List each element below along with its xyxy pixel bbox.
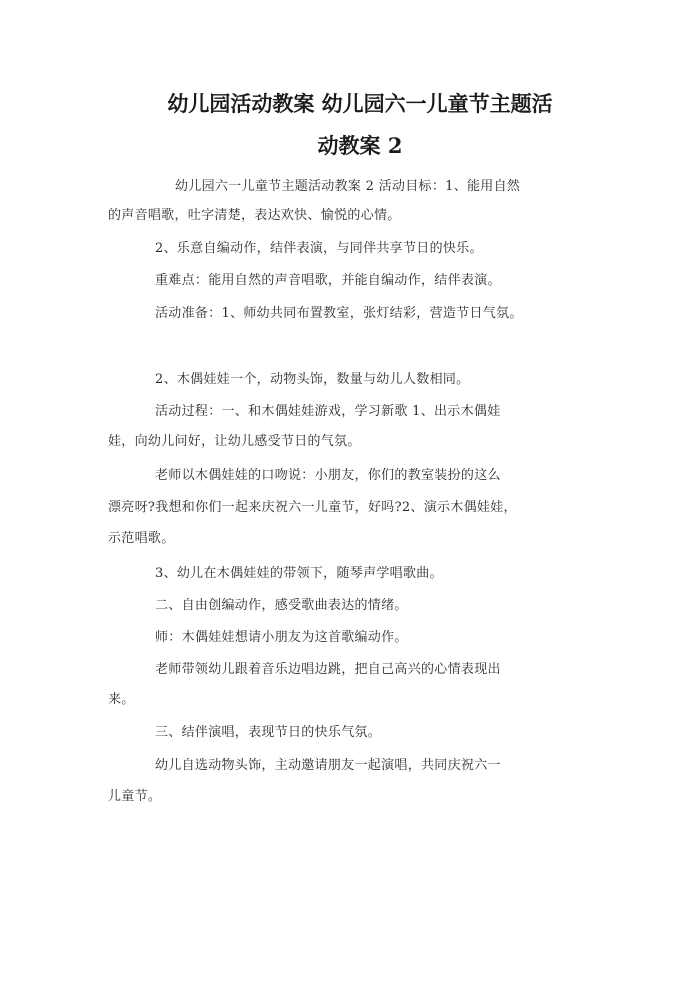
paragraph-line: 重难点：能用自然的声音唱歌，并能自编动作，结伴表演。 <box>155 273 501 288</box>
paragraph-line: 老师带领幼儿跟着音乐边唱边跳，把自己高兴的心情表现出 <box>155 662 501 677</box>
paragraph-line: 幼儿自选动物头饰，主动邀请朋友一起演唱，共同庆祝六一 <box>155 758 501 773</box>
document-title-line-2: 动教案 2 <box>317 133 403 158</box>
paragraph-line: 2、乐意自编动作，结伴表演，与同伴共享节日的快乐。 <box>155 241 483 256</box>
paragraph-line: 2、木偶娃娃一个，动物头饰，数量与幼儿人数相同。 <box>155 372 470 387</box>
paragraph-line: 二、自由创编动作，感受歌曲表达的情绪。 <box>155 598 408 613</box>
paragraph-line: 的声音唱歌，吐字清楚，表达欢快、愉悦的心情。 <box>108 208 401 223</box>
paragraph-line: 三、结伴演唱，表现节日的快乐气氛。 <box>155 725 382 740</box>
paragraph-line: 3、幼儿在木偶娃娃的带领下，随琴声学唱歌曲。 <box>155 566 443 581</box>
paragraph-line: 来。 <box>108 692 135 707</box>
paragraph-line: 幼儿园六一儿童节主题活动教案 2 活动目标：1、能用自然 <box>175 179 521 194</box>
paragraph-line: 活动准备：1、师幼共同布置教室，张灯结彩，营造节日气氛。 <box>155 306 523 321</box>
paragraph-line: 儿童节。 <box>108 789 162 804</box>
paragraph-line: 娃，向幼儿问好，让幼儿感受节日的气氛。 <box>108 434 361 449</box>
paragraph-line: 老师以木偶娃娃的口吻说：小朋友，你们的教室装扮的这么 <box>155 468 501 483</box>
paragraph-line: 示范唱歌。 <box>108 531 175 546</box>
document-title-line-1: 幼儿园活动教案 幼儿园六一儿童节主题活 <box>167 91 553 116</box>
paragraph-line: 师：木偶娃娃想请小朋友为这首歌编动作。 <box>155 630 408 645</box>
paragraph-line: 漂亮呀?我想和你们一起来庆祝六一儿童节，好吗?2、演示木偶娃娃， <box>108 500 517 515</box>
paragraph-line: 活动过程：一、和木偶娃娃游戏，学习新歌 1、出示木偶娃 <box>155 404 501 419</box>
